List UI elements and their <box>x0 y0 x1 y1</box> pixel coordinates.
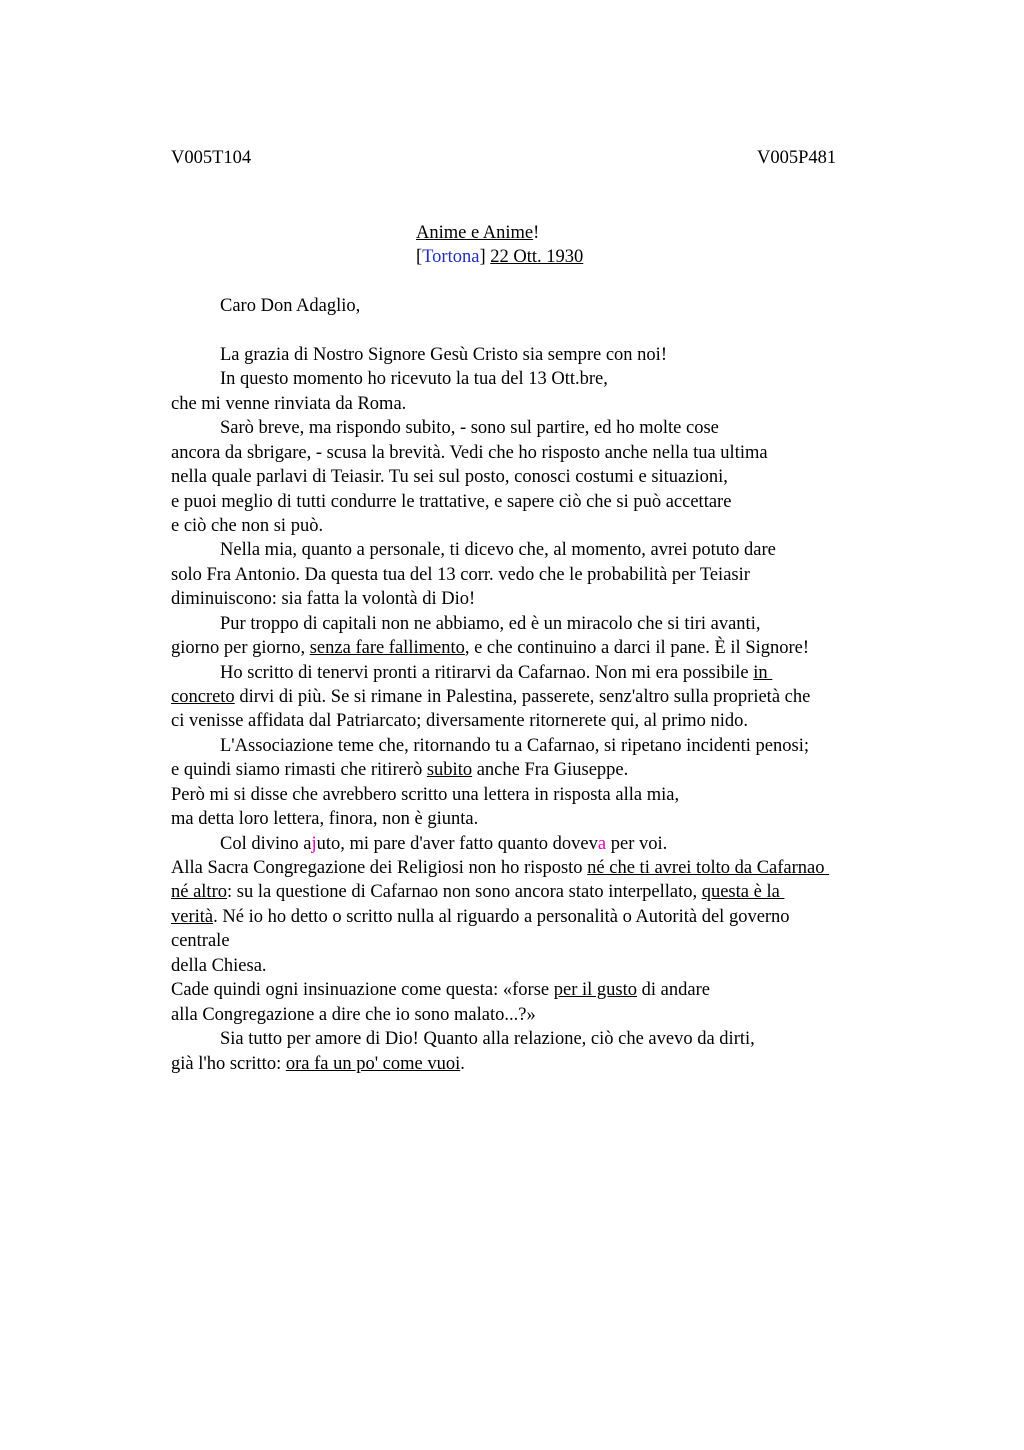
underlined-phrase: né che ti avrei tolto da Cafarnao <box>587 858 830 878</box>
letter-line: In questo momento ho ricevuto la tua del 13 Ott.bre, <box>220 369 608 389</box>
text-run: di andare <box>637 980 710 1000</box>
letter-line <box>220 832 667 856</box>
letter-line: Nella mia, quanto a personale, ti dicevo che, al momento, avrei potuto dare <box>220 540 776 560</box>
corrected-letter: j <box>311 834 317 854</box>
letter-line <box>220 661 772 685</box>
text-run: Col divino a <box>220 834 312 854</box>
underlined-phrase: in <box>753 663 773 683</box>
letter-line: che mi venne rinviata da Roma. <box>171 394 407 414</box>
underlined-phrase: verità <box>171 907 214 927</box>
letter-line: ancora da sbrigare, - scusa la brevità. Vedi che ho risposto anche nella tua ultima <box>171 443 768 463</box>
underlined-phrase: subito <box>426 760 473 780</box>
letter-line: e ciò che non si può. <box>171 516 324 536</box>
underlined-phrase: senza fare fallimento <box>309 638 465 658</box>
letter-line: alla Congregazione a dire che io sono malato...?» <box>171 1005 536 1025</box>
letter-line: diminuiscono: sia fatta la volontà di Dio! <box>171 589 476 609</box>
text-run: Cade quindi ogni insinuazione come questa: «forse <box>171 980 554 1000</box>
text-run: Ho scritto di tenervi pronti a ritirarvi da Cafarnao. Non mi era possibile <box>220 663 754 683</box>
underlined-phrase: concreto <box>171 687 235 707</box>
text-run: e quindi siamo rimasti che ritirerò <box>171 760 427 780</box>
letter-line <box>171 636 809 660</box>
document-code-left: V005T104 <box>171 148 252 168</box>
letter-line: Pur troppo di capitali non ne abbiamo, ed è un miracolo che si tiri avanti, <box>220 614 761 634</box>
page-code-right: V005P481 <box>757 148 837 168</box>
letter-line <box>171 880 784 904</box>
letter-line: Sarò breve, ma rispondo subito, - sono sul partire, ed ho molte cose <box>220 418 719 438</box>
text-run: già l'ho scritto: <box>171 1054 286 1074</box>
letter-line: L'Associazione teme che, ritornando tu a Cafarnao, si ripetano incidenti penosi; <box>220 736 809 756</box>
letter-line: nella quale parlavi di Teiasir. Tu sei sul posto, conosci costumi e situazioni, <box>171 467 728 487</box>
letter-line: solo Fra Antonio. Da questa tua del 13 corr. vedo che le probabilità per Teiasir <box>171 565 750 585</box>
letter-line <box>171 758 628 782</box>
text-run: dirvi di più. Se si rimane in Palestina, passerete, senz'altro sulla proprietà che <box>234 687 811 707</box>
text-run: . <box>460 1054 465 1074</box>
text-run: anche Fra Giuseppe. <box>472 760 629 780</box>
place-name: Tortona <box>422 247 480 267</box>
text-run: : su la questione di Cafarnao non sono ancora stato interpellato, <box>227 882 702 902</box>
underlined-phrase: ora fa un po' come vuoi <box>285 1054 461 1074</box>
letter-line: centrale <box>171 931 230 951</box>
text-run: Alla Sacra Congregazione dei Religiosi non ho risposto <box>171 858 588 878</box>
letter-title <box>416 221 539 245</box>
letter-line <box>171 978 710 1002</box>
corrected-letter: a <box>597 834 607 854</box>
salutation: Caro Don Adaglio, <box>220 296 361 316</box>
letter-line: ma detta loro lettera, finora, non è giunta. <box>171 809 479 829</box>
title-exclaim: ! <box>533 223 540 243</box>
place-date-line: [Tortona] 22 Ott. 1930 <box>416 247 584 267</box>
underlined-phrase: questa è la <box>701 882 785 902</box>
letter-line: e puoi meglio di tutti condurre le trattative, e sapere ciò che si può accettare <box>171 492 732 512</box>
text-run: uto, mi pare d'aver fatto quanto dovev <box>316 834 598 854</box>
underlined-phrase: per il gusto <box>553 980 638 1000</box>
title-text: Anime e Anime <box>416 223 534 243</box>
letter-line <box>171 856 829 880</box>
letter-line <box>171 685 810 709</box>
letter-line <box>171 905 790 929</box>
text-run: , e che continuino a darci il pane. È il Signore! <box>464 638 810 658</box>
text-run: per voi. <box>606 834 668 854</box>
underlined-phrase: né altro <box>171 882 227 902</box>
letter-line: Sia tutto per amore di Dio! Quanto alla relazione, ciò che avevo da dirti, <box>220 1029 755 1049</box>
letter-date: 22 Ott. 1930 <box>490 247 584 267</box>
letter-line: Però mi si disse che avrebbero scritto una lettera in risposta alla mia, <box>171 785 680 805</box>
letter-line: La grazia di Nostro Signore Gesù Cristo sia sempre con noi! <box>220 345 667 365</box>
letter-line: ci venisse affidata dal Patriarcato; diversamente ritornerete qui, al primo nido. <box>171 711 749 731</box>
text-run: . Né io ho detto o scritto nulla al riguardo a personalità o Autorità del governo <box>213 907 790 927</box>
letter-line: della Chiesa. <box>171 956 267 976</box>
letter-line <box>171 1052 465 1076</box>
text-run: giorno per giorno, <box>171 638 310 658</box>
